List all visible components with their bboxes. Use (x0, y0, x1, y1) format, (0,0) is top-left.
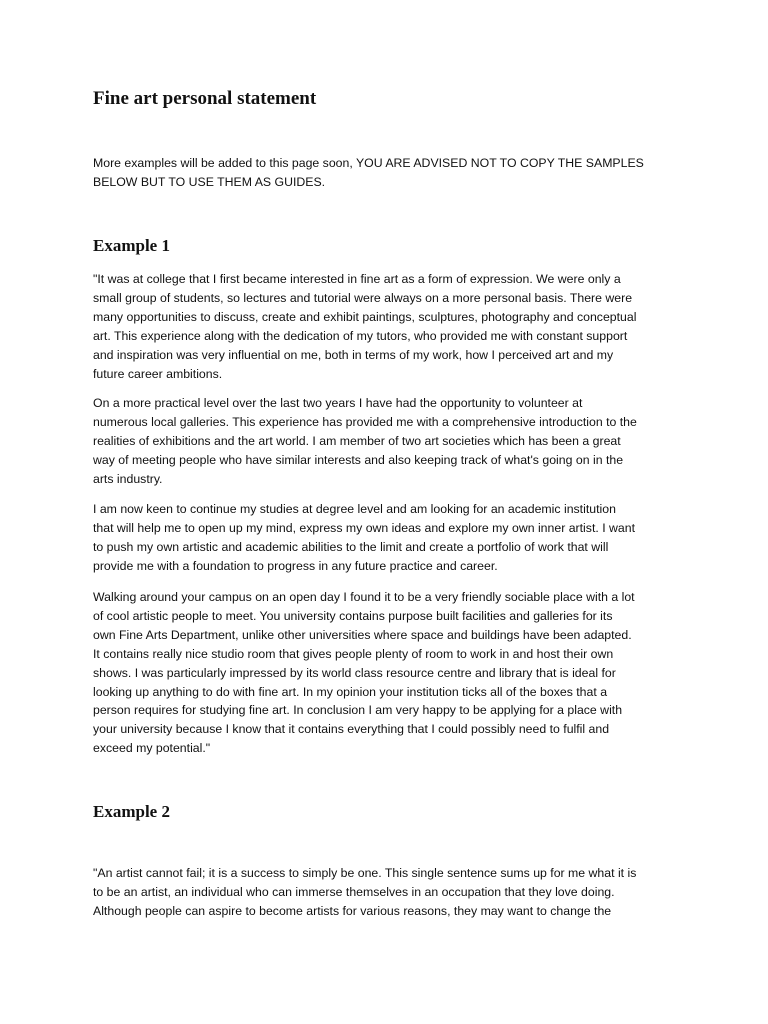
paragraph-line: On a more practical level over the last two years I have had the opportunity to volunteer at (93, 396, 583, 410)
paragraph-line: realities of exhibitions and the art world. I am member of two art societies which has been a great (93, 433, 621, 448)
paragraph-line: Although people can aspire to become artists for various reasons, they may want to change the (93, 903, 612, 918)
paragraph-line: own Fine Arts Department, unlike other universities where space and buildings have been adapted. (93, 627, 632, 642)
example-2-heading: Example 2 (93, 802, 170, 821)
intro-note (93, 154, 685, 192)
paragraph-line: person requires for studying fine art. In conclusion I am very happy to be applying for a place with (93, 703, 623, 718)
paragraph-line: It contains really nice studio room that gives people plenty of room to work in and host their own (93, 646, 614, 661)
paragraph-line: of cool artistic people to meet. You university contains purpose built facilities and galleries for its (93, 608, 613, 623)
example-1-paragraph-4 (93, 588, 685, 758)
paragraph-line: art. This experience along with the dedication of my tutors, who provided me with constant support (93, 328, 628, 343)
intro-line: More examples will be added to this page soon, YOU ARE ADVISED NOT TO COPY THE SAMPLES (93, 156, 644, 170)
paragraph-line: exceed my potential." (93, 741, 211, 756)
paragraph-line: that will help me to open up my mind, express my own ideas and explore my own inner artist. I want (93, 520, 635, 535)
paragraph-line: shows. I was particularly impressed by its world class resource centre and library that is ideal for (93, 665, 616, 680)
paragraph-line: Walking around your campus on an open day I found it to be a very friendly sociable place with a lot (93, 590, 635, 604)
paragraph-line: and inspiration was very influential on me, both in terms of my work, how I perceived art and my (93, 347, 614, 362)
paragraph-line: looking up anything to do with fine art. In my opinion your institution ticks all of the boxes that a (93, 684, 608, 699)
paragraph-line: numerous local galleries. This experience has provided me with a comprehensive introduction to the (93, 414, 637, 429)
paragraph-line: to be an artist, an individual who can immerse themselves in an occupation that they love doing. (93, 884, 615, 899)
paragraph-line: your university because I know that it contains everything that I could possibly need to fulfil and (93, 722, 610, 737)
paragraph-line: provide me with a foundation to progress in any future practice and career. (93, 558, 498, 573)
paragraph-line: "An artist cannot fail; it is a success to simply be one. This single sentence sums up for me what it is (93, 866, 637, 880)
intro-line: BELOW BUT TO USE THEM AS GUIDES. (93, 174, 326, 189)
paragraph-line: arts industry. (93, 471, 163, 486)
page-title: Fine art personal statement (93, 88, 317, 109)
paragraph-line: way of meeting people who have similar interests and also keeping track of what's going on in the (93, 452, 624, 467)
paragraph-line: "It was at college that I first became interested in fine art as a form of expression. We were only a (93, 272, 621, 286)
paragraph-line: I am now keen to continue my studies at degree level and am looking for an academic institution (93, 502, 616, 516)
example-2-paragraph-1 (93, 864, 685, 921)
example-1-paragraph-3 (93, 500, 685, 576)
example-1-paragraph-2 (93, 394, 685, 489)
paragraph-line: small group of students, so lectures and tutorial were always on a more personal basis. There were (93, 290, 633, 305)
example-1-heading: Example 1 (93, 236, 170, 255)
example-1-paragraph-1 (93, 270, 685, 383)
paragraph-line: to push my own artistic and academic abilities to the limit and create a portfolio of work that will (93, 539, 609, 554)
paragraph-line: many opportunities to discuss, create and exhibit paintings, sculptures, photography and conceptual (93, 309, 637, 324)
paragraph-line: future career ambitions. (93, 366, 223, 381)
